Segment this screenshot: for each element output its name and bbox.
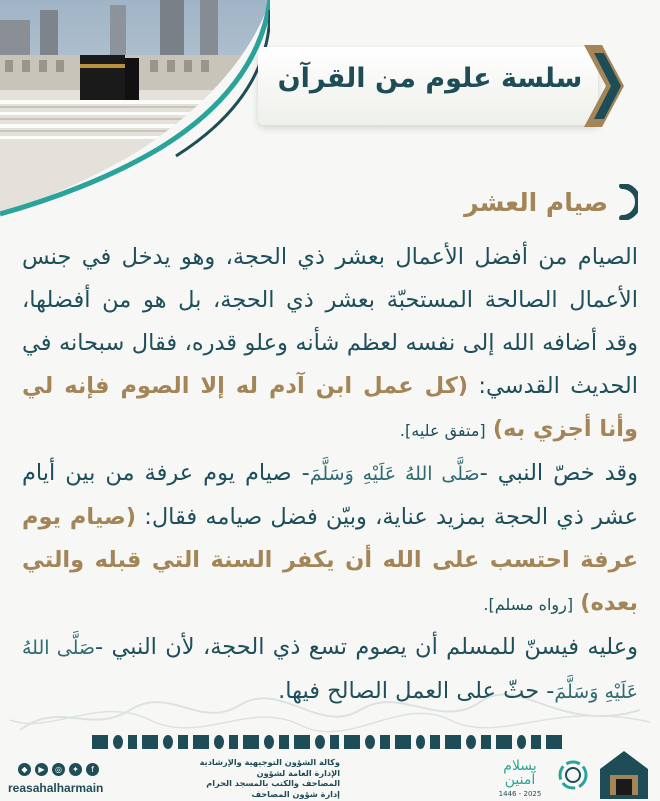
salutation-2: صَلَّى اللهُ عَلَيْهِ وَسَلَّمَ bbox=[22, 637, 638, 703]
p3-text-b: - حثّ على العمل الصالح فيها. bbox=[278, 678, 555, 704]
org-line-2: الإدارة العامة لشؤون bbox=[256, 767, 340, 778]
p3-text-a: وعليه فيسنّ للمسلم أن يصوم تسع ذي الحجة، لأن النبي - bbox=[95, 634, 638, 660]
hadith-quote-1: (كل عمل ابن آدم له إلا الصوم فإنه لي وأنا أجزي به) bbox=[22, 373, 638, 442]
p2-text-a: وقد خصّ النبي - bbox=[479, 460, 639, 486]
slogan-year: 2025 - 1446 bbox=[498, 790, 542, 798]
title-banner bbox=[258, 45, 628, 127]
slogan-line-2: آمنين bbox=[504, 772, 536, 788]
youtube-icon[interactable]: ▶ bbox=[35, 763, 48, 776]
section-bracket-icon bbox=[616, 184, 638, 220]
org-line-4: إدارة شؤون المصاحف bbox=[251, 788, 340, 799]
slogan-line-1: بسلام bbox=[503, 758, 537, 774]
chevron-double-icon bbox=[584, 45, 628, 127]
instagram-icon[interactable]: ◎ bbox=[52, 763, 65, 776]
section-heading bbox=[464, 180, 638, 224]
slogan bbox=[488, 759, 552, 801]
social-icons bbox=[18, 763, 99, 776]
source-ref-1: [متفق عليه]. bbox=[399, 421, 486, 440]
paragraph-2 bbox=[22, 452, 638, 626]
twitter-icon[interactable]: ✦ bbox=[69, 763, 82, 776]
snapchat-icon[interactable]: ◆ bbox=[18, 763, 31, 776]
facebook-icon[interactable]: f bbox=[86, 763, 99, 776]
background-calligraphy bbox=[0, 690, 660, 740]
article-body bbox=[22, 236, 638, 714]
organization-name bbox=[140, 757, 340, 799]
social-handle[interactable]: reasahalharmain bbox=[8, 781, 104, 795]
section-title: صيام العشر bbox=[464, 187, 608, 217]
hadith-quote-2: (صيام يوم عرفة احتسب على الله أن يكفر السنة التي قبله والتي بعده) bbox=[22, 504, 638, 616]
p1-text: الصيام من أفضل الأعمال بعشر ذي الحجة، وهو يدخل في جنس الأعمال الصالحة المستحبّة بعشر ذي الحجة، بل هو من أفضلها، وقد أضافه الله إلى نفسه لعظم شأنه وعلو قدره، فقال سبحانه في الحديث القدسي: bbox=[22, 244, 638, 399]
paragraph-1 bbox=[22, 236, 638, 452]
logo-ring-icon bbox=[556, 755, 590, 795]
salutation-1: صَلَّى اللهُ عَلَيْهِ وَسَلَّمَ bbox=[309, 463, 480, 485]
footer bbox=[0, 755, 660, 800]
org-line-3: المصاحف والكتب بالمسجد الحرام bbox=[206, 778, 340, 788]
decorative-pattern bbox=[92, 735, 562, 753]
kaaba-photo bbox=[0, 0, 270, 220]
p2-text-b: - صيام يوم عرفة من بين أيام عشر ذي الحجة بمزيد عناية، وبيّن فضل صيامه فقال: bbox=[22, 460, 638, 530]
org-line-1: وكالة الشؤون التوجيهية والإرشادية bbox=[199, 757, 340, 767]
seal-icon bbox=[596, 749, 652, 801]
page-title: سلسة علوم من القرآن bbox=[277, 63, 583, 94]
source-ref-2: [رواه مسلم]. bbox=[483, 595, 574, 614]
